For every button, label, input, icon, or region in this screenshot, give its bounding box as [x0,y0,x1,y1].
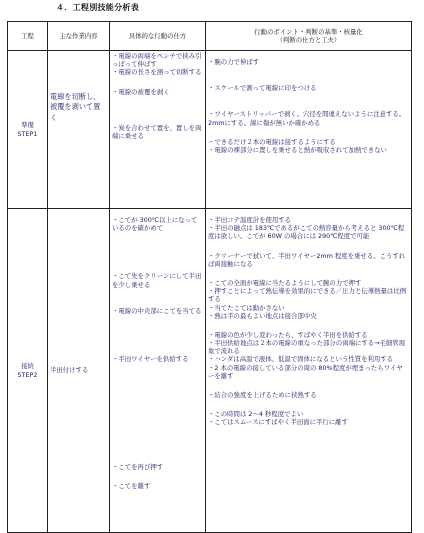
points-step1 [206,51,412,209]
list-item: ・半田供給地点は２本の電線の重なった部分の両端にする→毛細管現象で流れる [208,339,406,356]
list-item: ・半田ワイヤーを供給する [112,354,189,363]
list-item: ・クリーナーで拭いて、半田ワイヤー2mm 程度を乗せる。こうすれば両接触になる [208,251,406,268]
list-item: ・半田コテ温度計を使用する [208,216,292,224]
stage-step1 [8,51,48,209]
header-points: 行動のポイント・判断の基準・核量化 （判断の仕方と工夫） [206,22,412,51]
list-item: ・ワイヤーストリッパーで剥く。穴径を間違えないように注意する。2mmにする。線に傷が無いか確かめる [208,110,406,127]
list-item: ・電線の被覆を剥く [112,87,170,96]
list-item: ・こてを離す [112,482,151,491]
list-item: ・押すことによって熱伝導を効果的にできる／圧力と伝導熱量は比例する [208,287,407,304]
list-item: ・こてが 300℃以上になっているのを確かめて [112,216,198,233]
list-item: ・電線の中央部にこてを当てる [112,306,202,315]
list-item: ・電線の色が少し変わったら、すばやく半田を供給する [208,330,368,339]
work-step1 [48,51,110,209]
stage-step1-label: 準備 [21,121,34,130]
list-item: ・こてはスムースにすばやく半田面に平行に離す [208,418,348,427]
list-item: ・2 本の電線の接している部分の周の 80%程度が埋まったらワイヤーを離す [208,363,403,380]
list-item: ・こてを再び押す [112,463,164,472]
skill-analysis-table [7,21,412,533]
header-work: 主な作業内容 [48,22,110,51]
list-item: ・結合の強度を上げるために挟熱する [208,391,317,399]
list-item: ・ハンダは高温で液体、低温で固体になるという性質を利用する [208,355,394,364]
list-item: ・腕の力で伸ばす [208,58,260,66]
header-row [8,22,412,51]
work-step2 [48,209,110,533]
actions-step1 [110,51,206,209]
table-row-step2 [8,209,412,533]
page-title: ４．工程別技能分析表 [56,3,139,12]
actions-step2 [110,209,206,533]
list-item: ・当てたこては動かさない [208,303,285,312]
list-item: ・こての全面が電線に当たるようにして腕の力で押す [208,278,362,287]
list-item: ・電線の長さを測って切断する [112,68,202,77]
list-item: ・電線の両端をペンチで挟み引っぱって伸ばす [112,52,202,69]
table-row-step1 [8,51,412,209]
stage-step2-label: 接続 [21,362,34,371]
stage-step2-code: STEP2 [17,370,38,379]
list-item: ・この時間は 2～4 秒程度でよい [208,410,304,419]
stage-step1-code: STEP1 [17,129,38,138]
work-step2-text: 半田付けする [50,366,89,375]
work-step1-text: 電線を切断し、被覆を剥いて置く [50,92,101,122]
list-item: ・スケールで測って電線に印をつける [208,84,317,93]
list-item: ・炭を合わせて置を、置しを両端に乗せる [112,123,202,140]
list-item: ・こて先をクリーンにして半田を少し乗せる [112,272,202,289]
list-item: ・熱は半の最もよい地点は接合部中央 [208,311,317,320]
header-process: 工程 [8,22,48,51]
header-action: 具体的な行動の仕方 [110,22,206,51]
list-item: ・電線の裸部分に置しを乗せると熱が吸収されて加熱できない [208,145,387,154]
points-step2 [206,209,412,533]
stage-step2 [8,209,48,533]
list-item: ・半田の融点は 183℃であるがこての熱容量から考えると 300℃程度は欲しい。こてが 60W の場合には 290℃程度で可能 [208,224,405,241]
list-item: ・できるだけ２本の電線は接するようにする [208,137,336,146]
